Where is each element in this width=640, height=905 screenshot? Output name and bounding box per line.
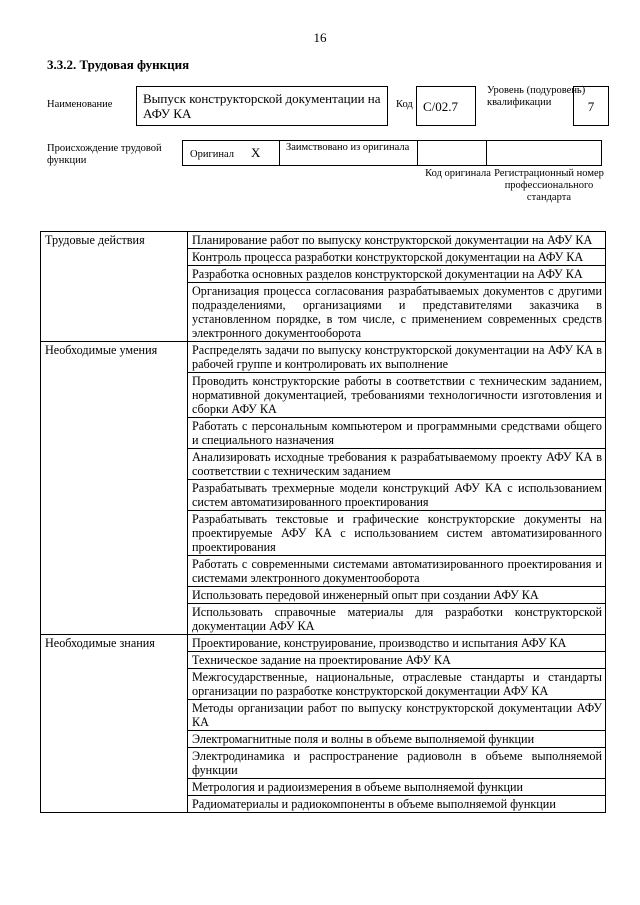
section-category: Необходимые знания <box>41 635 188 813</box>
section-item: Разработка основных разделов конструкторской документации на АФУ КА <box>188 266 606 283</box>
section-item: Анализировать исходные требования к разрабатываемому проекту АФУ КА в соответствии с техническим заданием <box>188 449 606 480</box>
section-item: Электродинамика и распространение радиоволн в объеме выполняемой функции <box>188 748 606 779</box>
section-title: 3.3.2. Трудовая функция <box>47 57 190 72</box>
section-item: Проводить конструкторские работы в соответствии с техническим заданием, нормативной документацией, требованиями технологичности изготовления и сборки АФУ КА <box>188 373 606 418</box>
section-item: Работать с современными системами автоматизированного проектирования и системами электронного документооборота <box>188 556 606 587</box>
table-row <box>41 232 606 249</box>
section-category: Необходимые умения <box>41 342 188 635</box>
section-item: Метрология и радиоизмерения в объеме выполняемой функции <box>188 779 606 796</box>
origin-borrowed-cell: Заимствовано из оригинала <box>279 140 418 166</box>
section-item: Планирование работ по выпуску конструкторской документации на АФУ КА <box>188 232 606 249</box>
section-item: Распределять задачи по выпуску конструкторской документации на АФУ КА в рабочей группе и контролировать их выполнение <box>188 342 606 373</box>
qualification-level-label: Уровень (подуровень) квалификации <box>487 85 586 108</box>
code-original-caption: Код оригинала <box>425 168 491 179</box>
section-item: Работать с персональным компьютером и программными средствами общего и специального назначения <box>188 418 606 449</box>
function-name-field: Выпуск конструкторской документации на АФУ КА <box>136 86 388 126</box>
original-label: Оригинал <box>190 149 234 160</box>
section-item: Межгосударственные, национальные, отраслевые стандарты и стандарты организации по разработке конструкторской документации АФУ КА <box>188 669 606 700</box>
code-value-field: С/02.7 <box>416 86 476 126</box>
original-mark: X <box>251 145 261 160</box>
section-item: Радиоматериалы и радиокомпоненты в объеме выполняемой функции <box>188 796 606 813</box>
origin-code-cell <box>417 140 487 166</box>
function-details-table <box>40 231 606 813</box>
section-item: Организация процесса согласования разрабатываемых документов с другими подразделениями, организациями и представителями заказчика в установленном порядке, в том числе, с применением современных средств электронного документооборота <box>188 283 606 342</box>
origin-row <box>183 140 605 166</box>
origin-original-cell <box>182 140 280 166</box>
code-label: Код <box>396 99 413 110</box>
section-category: Трудовые действия <box>41 232 188 342</box>
qualification-level-field: 7 <box>573 86 609 126</box>
section-item: Разрабатывать трехмерные модели конструкций АФУ КА с использованием систем автоматизированного проектирования <box>188 480 606 511</box>
section-item: Использовать передовой инженерный опыт при создании АФУ КА <box>188 587 606 604</box>
origin-reg-number-cell <box>486 140 602 166</box>
section-item: Контроль процесса разработки конструкторской документации на АФУ КА <box>188 249 606 266</box>
name-label: Наименование <box>47 99 113 110</box>
origin-label: Происхождение трудовой функции <box>47 143 162 166</box>
page-number: 16 <box>313 30 327 45</box>
section-item: Электромагнитные поля и волны в объеме выполняемой функции <box>188 731 606 748</box>
section-item: Техническое задание на проектирование АФУ КА <box>188 652 606 669</box>
section-item: Методы организации работ по выпуску конструкторской документации АФУ КА <box>188 700 606 731</box>
table-row <box>41 342 606 373</box>
section-item: Разрабатывать текстовые и графические конструкторские документы на проектируемые АФУ КА с использованием систем автоматизированного проектирования <box>188 511 606 556</box>
section-item: Проектирование, конструирование, производство и испытания АФУ КА <box>188 635 606 652</box>
table-row <box>41 635 606 652</box>
reg-number-caption: Регистрационный номер профессионального стандарта <box>494 168 604 203</box>
section-item: Использовать справочные материалы для разработки конструкторской документации АФУ КА <box>188 604 606 635</box>
